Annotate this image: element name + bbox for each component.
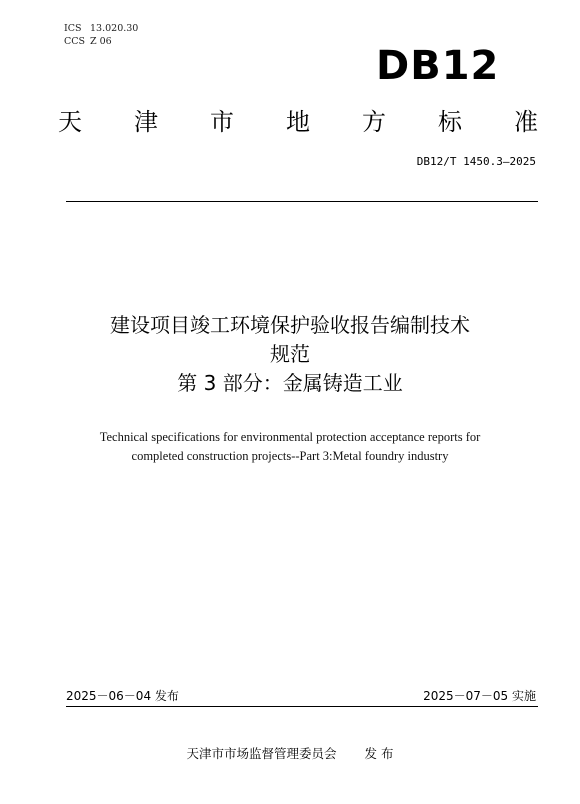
english-title-line: Technical specifications for environmental protection acceptance reports for xyxy=(99,430,481,444)
classification-codes xyxy=(64,22,138,48)
ccs-value: Z 06 xyxy=(90,36,112,47)
implementation-date: 2025－07－05 实施 xyxy=(423,689,536,703)
issue-date: 2025－06－04 发布 xyxy=(66,689,179,703)
standard-type-heading xyxy=(58,107,538,137)
english-title-line: completed construction projects--Part 3:Metal foundry industry xyxy=(131,449,449,463)
standard-type-char: 方 xyxy=(362,108,386,136)
header-divider xyxy=(66,201,538,202)
ics-label: ICS xyxy=(64,23,82,34)
ccs-line xyxy=(64,35,138,48)
standard-logo: DB12 xyxy=(376,43,500,89)
standard-type-char: 天 xyxy=(58,108,82,136)
standard-type-char: 津 xyxy=(134,108,158,136)
standard-type-char: 标 xyxy=(438,108,462,136)
standard-type-char: 准 xyxy=(514,108,538,136)
standard-number: DB12/T 1450.3—2025 xyxy=(416,155,536,168)
title-line: 建设项目竣工环境保护验收报告编制技术 xyxy=(110,313,470,337)
chinese-title xyxy=(40,311,540,398)
standard-type-char: 市 xyxy=(210,108,234,136)
issuer-action: 发 布 xyxy=(364,746,394,761)
standard-type-char: 地 xyxy=(286,108,310,136)
ics-line xyxy=(64,22,138,35)
part-title: 第 3 部分：金属铸造工业 xyxy=(177,371,403,395)
title-line: 规范 xyxy=(270,342,310,366)
ics-value: 13.020.30 xyxy=(90,23,139,34)
issuing-authority xyxy=(0,744,580,762)
footer-divider xyxy=(66,706,538,707)
issuer-name: 天津市市场监督管理委员会 xyxy=(186,746,337,761)
english-title xyxy=(60,428,520,466)
ccs-label: CCS xyxy=(64,36,86,47)
